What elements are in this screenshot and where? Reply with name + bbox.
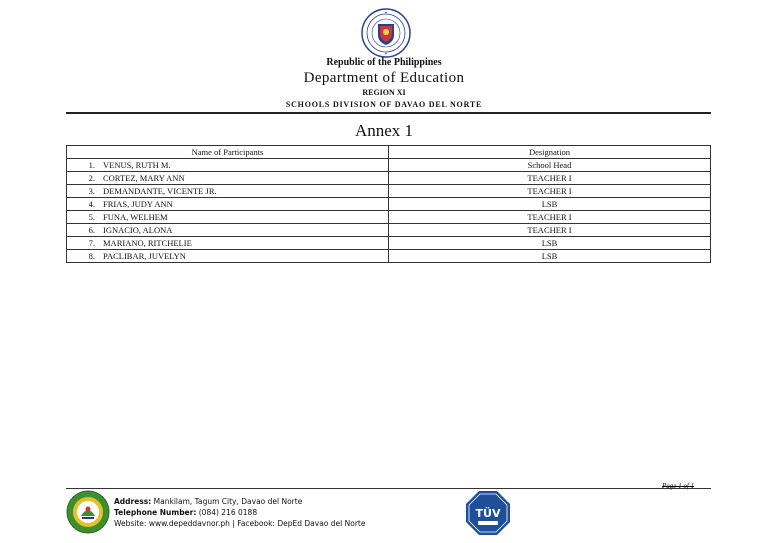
row-number: 4.	[88, 199, 95, 209]
footer-divider	[66, 488, 711, 489]
participant-name: FRIAS, JUDY ANN	[103, 199, 173, 209]
participant-name: DEMANDANTE, VICENTE JR.	[103, 186, 217, 196]
designation-cell: LSB	[389, 198, 711, 211]
designation-cell: TEACHER I	[389, 172, 711, 185]
designation-cell: TEACHER I	[389, 185, 711, 198]
deped-seal-icon	[361, 8, 411, 58]
participant-name-cell	[67, 211, 389, 224]
row-number: 7.	[88, 238, 95, 248]
table-row	[67, 250, 711, 263]
participant-name: CORTEZ, MARY ANN	[103, 173, 185, 183]
participant-name-cell	[67, 250, 389, 263]
header-divider	[66, 112, 711, 114]
page-title: Annex 1	[354, 121, 414, 140]
participant-name: VENUS, RUTH M.	[103, 160, 171, 170]
row-number: 5.	[88, 212, 95, 222]
tuv-logo-text: TÜV	[475, 507, 501, 520]
column-header-name: Name of Participants	[67, 146, 389, 159]
participant-name-cell	[67, 237, 389, 250]
division-seal-icon	[66, 490, 110, 534]
table-header-row	[67, 146, 711, 159]
participant-name-cell	[67, 172, 389, 185]
republic-line: Republic of the Philippines	[326, 57, 442, 68]
table-row	[67, 185, 711, 198]
website-link[interactable]: www.depeddavnor.ph	[148, 519, 230, 528]
participant-name: PACLIBAR, JUVELYN	[103, 251, 186, 261]
designation-cell: LSB	[389, 237, 711, 250]
table-row	[67, 172, 711, 185]
participant-name-cell	[67, 224, 389, 237]
table-row	[67, 224, 711, 237]
table-row	[67, 159, 711, 172]
participant-name-cell	[67, 198, 389, 211]
designation-cell: TEACHER I	[389, 211, 711, 224]
footer-address: Address: Mankilam, Tagum City, Davao del Norte	[114, 497, 303, 506]
row-number: 6.	[88, 225, 95, 235]
participant-name: FUNA, WELHEM	[103, 212, 168, 222]
participants-table	[66, 145, 711, 263]
table-row	[67, 237, 711, 250]
footer-phone: Telephone Number: (084) 216 0188	[114, 508, 258, 517]
row-number: 2.	[88, 173, 95, 183]
division-line: SCHOOLS DIVISION OF DAVAO DEL NORTE	[285, 100, 483, 109]
facebook-link[interactable]: DepEd Davao del Norte	[277, 519, 366, 528]
participant-name: IGNACIO, ALONA	[103, 225, 173, 235]
table-row	[67, 211, 711, 224]
participant-name: MARIANO, RITCHELIE	[103, 238, 192, 248]
row-number: 8.	[88, 251, 95, 261]
participant-name-cell	[67, 185, 389, 198]
row-number: 1.	[88, 160, 95, 170]
designation-cell: TEACHER I	[389, 224, 711, 237]
table-row	[67, 198, 711, 211]
column-header-designation: Designation	[389, 146, 711, 159]
participant-name-cell	[67, 159, 389, 172]
row-number: 3.	[88, 186, 95, 196]
tuv-certification-icon	[465, 490, 511, 536]
footer-web: Website: www.depeddavnor.ph | Facebook: DepEd Davao del Norte	[114, 519, 366, 528]
designation-cell: School Head	[389, 159, 711, 172]
region-line: REGION XI	[362, 88, 406, 97]
page-number: Page 1 of 1	[662, 482, 695, 490]
designation-cell: LSB	[389, 250, 711, 263]
department-title: Department of Education	[303, 70, 465, 86]
